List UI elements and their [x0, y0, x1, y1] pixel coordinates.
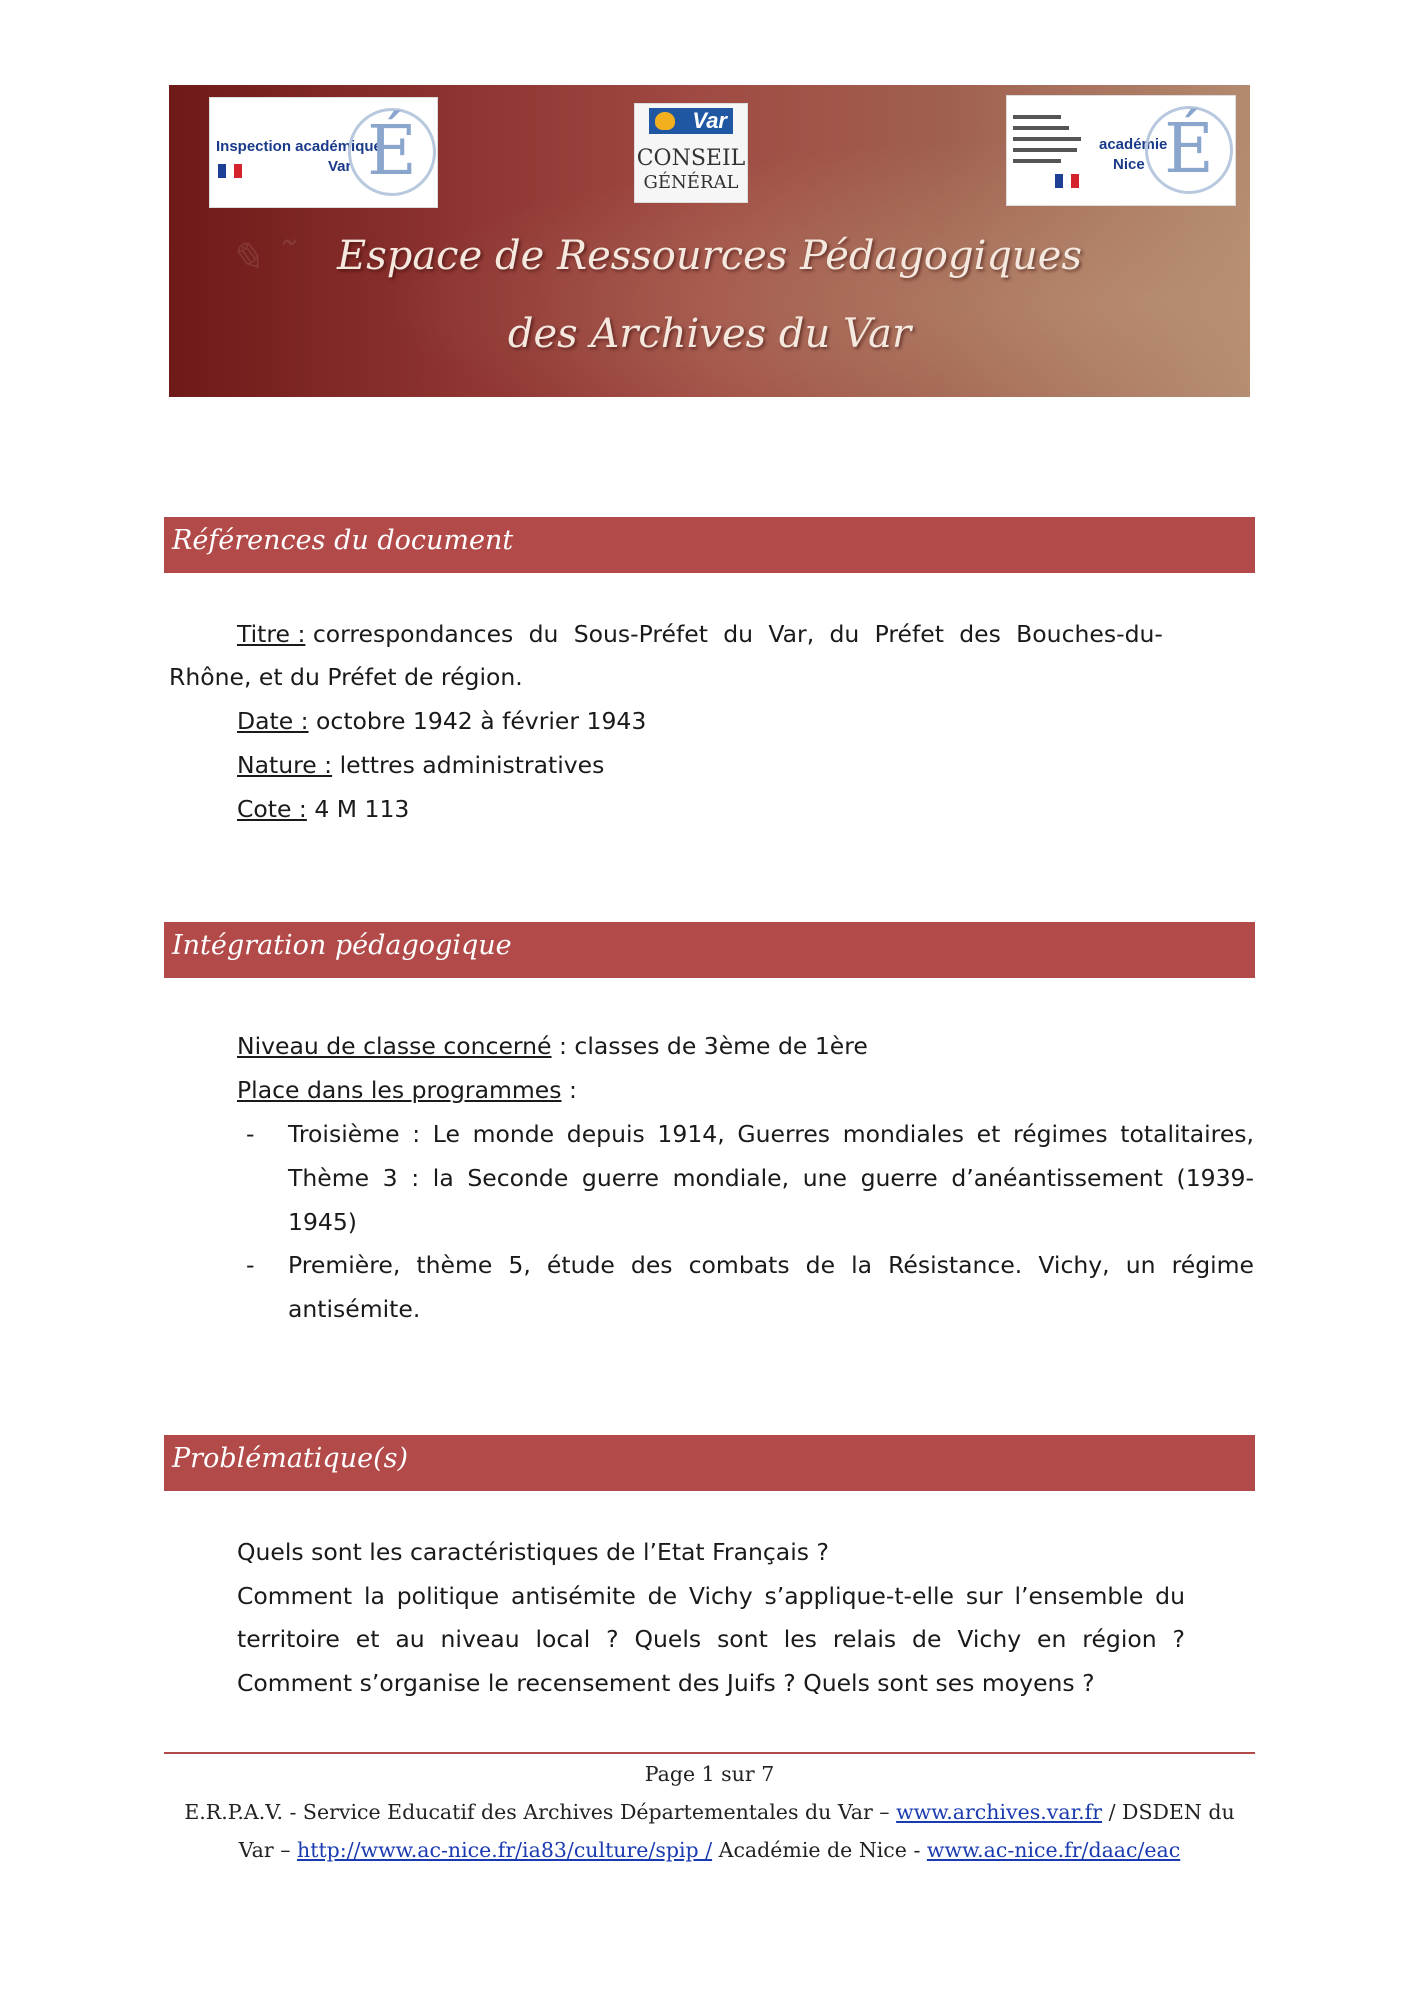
section-heading-references: [164, 517, 1255, 573]
date-line: [237, 699, 646, 743]
bullet-marker: -: [246, 1251, 255, 1279]
academie-nice-logo: [1006, 95, 1236, 206]
ia83-link[interactable]: http://www.ac-nice.fr/ia83/culture/spip /: [297, 1838, 713, 1862]
banner-title-line1: Espace de Ressources Pédagogiques: [337, 233, 1082, 279]
academie-logo-line1: académie: [1099, 136, 1168, 153]
footer-suffix: / DSDEN du: [1108, 1800, 1235, 1824]
var-badge: Var: [649, 108, 733, 134]
bullet-marker: -: [246, 1120, 255, 1148]
inspection-logo-line2: Var: [328, 158, 352, 175]
french-flag-icon: [1055, 174, 1079, 188]
nature-label: Nature :: [237, 751, 333, 779]
cote-value: 4 M 113: [314, 795, 410, 823]
academie-logo-line2: Nice: [1113, 156, 1145, 173]
daac-eac-link[interactable]: www.ac-nice.fr/daac/eac: [926, 1838, 1181, 1862]
niveau-value: : classes de 3ème de 1ère: [559, 1032, 868, 1060]
cote-line: [237, 787, 409, 831]
inspection-academique-logo: [209, 97, 438, 208]
page-number: Page 1 sur 7: [644, 1762, 775, 1786]
french-flag-icon: [218, 164, 242, 178]
e-letter-logo-icon: É: [348, 108, 436, 196]
problematique-line-4: Comment s’organise le recensement des Juifs ? Quels sont ses moyens ?: [237, 1669, 1095, 1697]
footer-rule: [164, 1752, 1255, 1754]
problematique-line-2: Comment la politique antisémite de Vichy s’applique-t-elle sur l’ensemble du: [237, 1582, 1185, 1610]
problematique-line-1: Quels sont les caractéristiques de l’Etat Français ?: [237, 1538, 829, 1566]
bullet-1-line-2: Thème 3 : la Seconde guerre mondiale, une guerre d’anéantissement (1939-: [288, 1164, 1254, 1192]
section-heading-text: Problématique(s): [172, 1443, 408, 1474]
titre-line: [237, 612, 1184, 656]
titre-value: correspondances du Sous-Préfet du Var, du Préfet des Bouches-du-: [312, 620, 1163, 648]
banner-title-line2: des Archives du Var: [507, 311, 912, 357]
date-label: Date :: [237, 707, 309, 735]
bullet-1-line-1: Troisième : Le monde depuis 1914, Guerres mondiales et régimes totalitaires,: [288, 1120, 1254, 1148]
archives-var-link[interactable]: www.archives.var.fr: [896, 1800, 1103, 1824]
bullet-2-line-1: Première, thème 5, étude des combats de la Résistance. Vichy, un régime: [288, 1251, 1254, 1279]
niveau-line: [237, 1024, 868, 1068]
nature-line: [237, 743, 604, 787]
cote-label: Cote :: [237, 795, 307, 823]
nature-value: lettres administratives: [339, 751, 605, 779]
section-heading-problematique: [164, 1435, 1255, 1491]
inspection-logo-line1: Inspection académique: [216, 138, 382, 155]
conseil-general-logo: [634, 103, 748, 203]
footer-line-2: [164, 1838, 1255, 1862]
banner-script-texture: ✎ ˜: [229, 235, 296, 281]
section-heading-text: Intégration pédagogique: [172, 930, 512, 961]
footer-prefix: E.R.P.A.V. - Service Educatif des Archives Départementales du Var –: [184, 1800, 890, 1824]
bullet-2-line-2: antisémite.: [288, 1295, 421, 1323]
conseil-logo-line2: GÉNÉRAL: [643, 172, 739, 193]
niveau-label: Niveau de classe concerné: [237, 1032, 552, 1060]
date-value: octobre 1942 à février 1943: [316, 707, 647, 735]
section-heading-integration: [164, 922, 1255, 978]
bullet-1-line-3: 1945): [288, 1208, 357, 1236]
place-line: [237, 1068, 577, 1112]
problematique-line-3: territoire et au niveau local ? Quels sont les relais de Vichy en région ?: [237, 1625, 1185, 1653]
footer-var-prefix: Var –: [238, 1838, 291, 1862]
e-letter-logo-icon: É: [1145, 106, 1233, 194]
place-label: Place dans les programmes: [237, 1076, 562, 1104]
footer-academie: Académie de Nice -: [718, 1838, 921, 1862]
section-heading-text: Références du document: [172, 525, 514, 556]
header-banner: [169, 85, 1250, 397]
conseil-logo-line1: CONSEIL: [636, 146, 746, 171]
place-suffix: :: [568, 1076, 577, 1104]
titre-label: Titre :: [237, 620, 306, 648]
ministry-text-lines: [1013, 104, 1093, 159]
footer-line-1: [164, 1800, 1255, 1824]
titre-value-line2: Rhône, et du Préfet de région.: [169, 663, 523, 691]
